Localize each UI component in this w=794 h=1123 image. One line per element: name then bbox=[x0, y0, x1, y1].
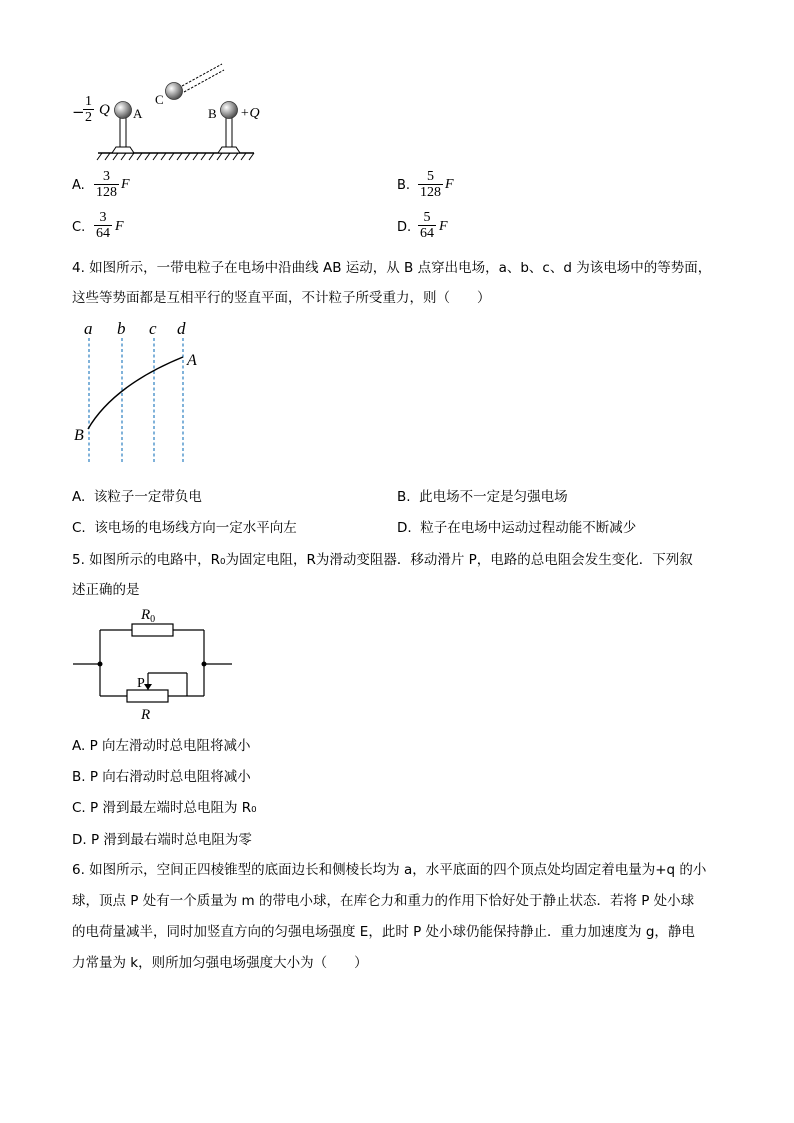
q5-option-a[interactable]: A. P 向左滑动时总电阻将减小 bbox=[72, 738, 251, 754]
charge-b: +Q bbox=[240, 106, 260, 121]
label-plane-a: a bbox=[84, 319, 93, 338]
q5-stem-line1: 5. 如图所示的电路中，R₀为固定电阻，R为滑动变阻器．移动滑片 P，电路的总电阻会发生变化．下列叙 bbox=[72, 552, 693, 568]
label-plane-d: d bbox=[177, 319, 186, 338]
label-plane-c: c bbox=[149, 319, 157, 338]
label-r0: $R_0$ bbox=[141, 607, 156, 625]
q4-option-a[interactable]: A. 该粒子一定带负电 bbox=[72, 489, 202, 505]
q5-option-c[interactable]: C. P 滑到最左端时总电阻为 R₀ bbox=[72, 800, 257, 816]
q4-option-d[interactable]: D. 粒子在电场中运动过程动能不断减少 bbox=[397, 520, 637, 536]
q6-stem-line2: 球，顶点 P 处有一个质量为 m 的带电小球，在库仑力和重力的作用下恰好处于静止状态．若将 P 处小球 bbox=[72, 893, 695, 909]
sphere-c bbox=[166, 83, 183, 100]
resistor-r bbox=[127, 690, 168, 702]
label-a: A bbox=[133, 106, 143, 121]
label-p: P bbox=[137, 676, 145, 691]
sphere-a bbox=[115, 102, 132, 119]
q6-stem-line3: 的电荷量减半，同时加竖直方向的匀强电场强度 E，此时 P 处小球仍能保持静止．重力加速度为 g，静电 bbox=[72, 924, 695, 940]
q4-stem-line2: 这些等势面都是互相平行的竖直平面，不计粒子所受重力，则（ ） bbox=[72, 290, 491, 306]
equipotential-figure bbox=[66, 316, 216, 471]
sphere-b bbox=[221, 102, 238, 119]
resistor-r0 bbox=[132, 624, 173, 636]
label-plane-b: b bbox=[117, 319, 126, 338]
label-b: B bbox=[208, 106, 217, 121]
circuit-figure bbox=[70, 600, 240, 725]
q6-stem-line4: 力常量为 k，则所加匀强电场强度大小为（ ） bbox=[72, 955, 368, 971]
label-point-b: B bbox=[74, 427, 84, 444]
label-c: C bbox=[155, 92, 164, 107]
label-point-a: A bbox=[187, 352, 197, 369]
q5-option-d[interactable]: D. P 滑到最右端时总电阻为零 bbox=[72, 832, 252, 848]
junction-left bbox=[98, 662, 103, 667]
stand-a bbox=[120, 118, 126, 148]
q4-option-b[interactable]: B. 此电场不一定是匀强电场 bbox=[397, 489, 568, 505]
q4-option-c[interactable]: C. 该电场的电场线方向一定水平向左 bbox=[72, 520, 297, 536]
q6-stem-line1: 6. 如图所示，空间正四棱锥型的底面边长和侧棱长均为 a，水平底面的四个顶点处均固定着电量为+q 的小 bbox=[72, 862, 707, 878]
stand-b bbox=[226, 118, 232, 148]
q5-option-b[interactable]: B. P 向右滑动时总电阻将减小 bbox=[72, 769, 251, 785]
label-r: R bbox=[141, 707, 151, 723]
q4-stem-line1: 4. 如图所示，一带电粒子在电场中沿曲线 AB 运动，从 B 点穿出电场，a、b、c、d 为该电场中的等势面， bbox=[72, 260, 712, 276]
trajectory-curve bbox=[88, 357, 183, 429]
junction-right bbox=[202, 662, 207, 667]
q5-stem-line2: 述正确的是 bbox=[72, 582, 140, 598]
